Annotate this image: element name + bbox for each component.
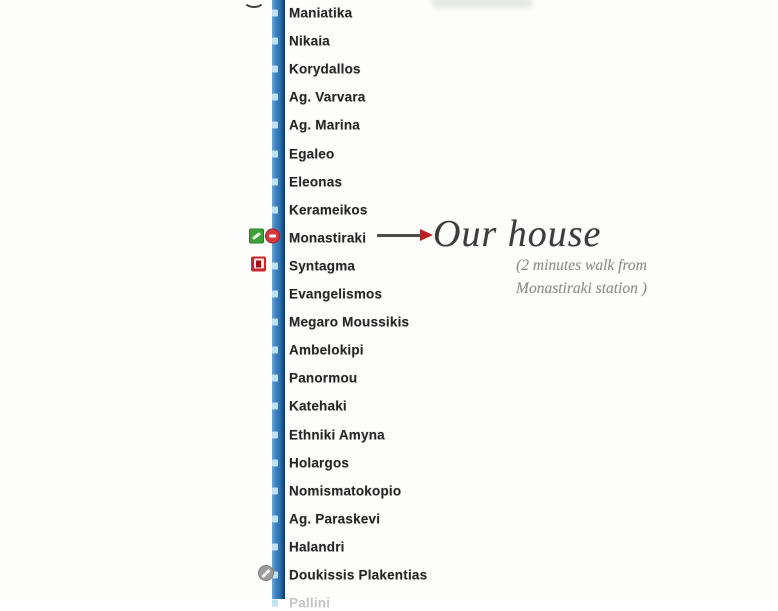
station-tick: [272, 94, 278, 101]
station-label-halandri: Halandri: [289, 539, 345, 555]
annotation-arrow-head-icon: [420, 229, 433, 241]
station-label-korydallos: Korydallos: [289, 61, 361, 77]
station-label-kerameikos: Kerameikos: [289, 202, 368, 218]
station-tick: [272, 178, 278, 185]
station-label-ag-marina: Ag. Marina: [289, 117, 361, 133]
cropped-station-artifact: [243, 0, 265, 8]
station-label-monastiraki: Monastiraki: [289, 230, 367, 246]
line1-green-square-icon: [249, 228, 264, 243]
annotation-caption-line1: (2 minutes walk from: [516, 257, 647, 274]
station-tick: [272, 403, 278, 410]
station-tick: [272, 347, 278, 354]
station-label-ag-varvara: Ag. Varvara: [289, 89, 366, 105]
station-label-pallini: Pallini: [289, 595, 331, 611]
station-label-syntagma: Syntagma: [289, 258, 356, 274]
station-tick: [272, 375, 278, 382]
station-tick: [272, 459, 278, 466]
station-label-evangelismos: Evangelismos: [289, 286, 383, 302]
station-tick: [272, 10, 278, 17]
station-tick: [272, 66, 278, 73]
station-label-holargos: Holargos: [289, 455, 350, 471]
station-label-egaleo: Egaleo: [289, 146, 335, 161]
station-label-panormou: Panormou: [289, 370, 358, 386]
suburban-gray-circle-icon: [258, 565, 274, 581]
cropped-text-artifact: [432, 0, 532, 8]
station-tick: [272, 543, 278, 550]
line2-red-square-icon: [251, 256, 266, 271]
annotation-caption-line2: Monastiraki station ): [516, 280, 647, 298]
station-label-nikaia: Nikaia: [289, 33, 330, 49]
station-tick: [272, 319, 278, 326]
station-tick: [272, 206, 278, 213]
station-tick: [272, 150, 278, 157]
station-tick: [272, 431, 278, 438]
station-tick: [272, 262, 278, 269]
annotation-arrow-shaft: [377, 234, 422, 237]
annotation-caption: [494, 254, 669, 301]
our-house-label: Our house: [433, 213, 602, 255]
station-label-doukissis-plakentias: Doukissis Plakentias: [289, 567, 428, 583]
station-tick: [272, 122, 278, 129]
station-tick: [272, 515, 278, 522]
station-label-ag-paraskevi: Ag. Paraskevi: [289, 511, 381, 527]
metro-line: [272, 0, 285, 599]
station-tick: [272, 487, 278, 494]
station-tick: [272, 600, 278, 607]
station-label-megaro-moussikis: Megaro Moussikis: [289, 314, 410, 330]
station-tick: [272, 291, 278, 298]
station-label-maniatika: Maniatika: [289, 5, 353, 21]
station-label-ethniki-amyna: Ethniki Amyna: [289, 427, 385, 442]
station-label-nomismatokopio: Nomismatokopio: [289, 483, 402, 499]
station-label-katehaki: Katehaki: [289, 398, 347, 414]
station-label-eleonas: Eleonas: [289, 174, 343, 190]
interchange-red-circle-icon: [265, 228, 280, 243]
station-tick: [272, 38, 278, 45]
station-label-ambelokipi: Ambelokipi: [289, 342, 364, 358]
